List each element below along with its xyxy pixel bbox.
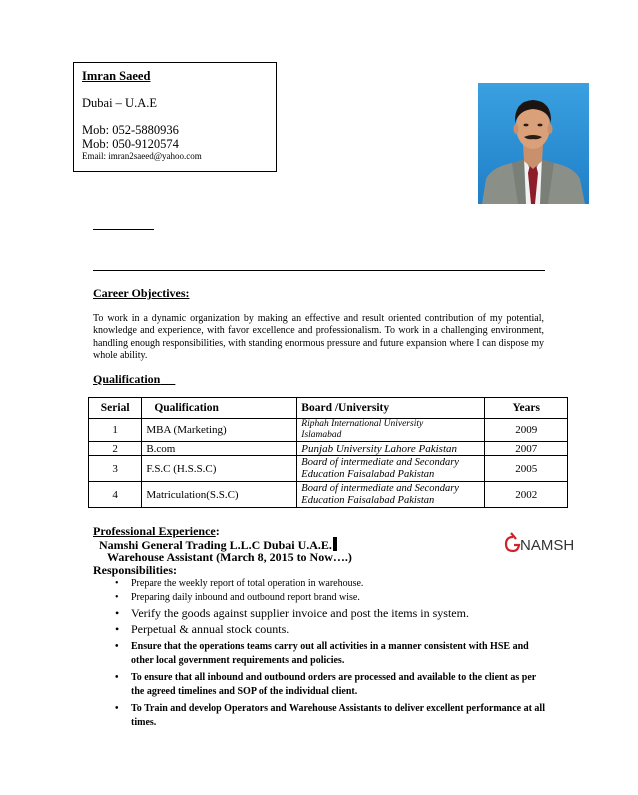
board-cell: Punjab University Lahore Pakistan [297, 442, 485, 456]
experience-heading-colon: : [215, 524, 220, 538]
column-years: Years [485, 398, 568, 419]
list-item-text: To ensure that all inbound and outbound orders are processed and available to the client as per the agreed timelines and SOP of the individual client. [131, 672, 537, 697]
column-serial: Serial [89, 398, 142, 419]
email-address: Email: imran2saeed@yahoo.com [82, 151, 202, 161]
table-row [89, 442, 568, 456]
year-cell: 2007 [485, 442, 568, 456]
text-cursor-mark [333, 537, 337, 551]
serial-cell: 1 [89, 419, 142, 442]
board-line-1: Board of intermediate and Secondary [301, 456, 459, 468]
list-item-text: Ensure that the operations teams carry out all activities in a manner consistent with HSE and other local government requirements and policies. [131, 641, 529, 666]
candidate-name: Imran Saeed [82, 69, 151, 83]
bullet-icon: • [115, 641, 119, 652]
list-item-text: Perpetual & annual stock counts. [131, 622, 290, 636]
list-item [111, 671, 551, 699]
column-board: Board /University [297, 398, 485, 419]
qualification-cell: F.S.C (H.S.S.C) [142, 456, 297, 482]
board-line-2: Education Faisalabad Pakistan [301, 468, 435, 480]
company-name-text: Namshi General Trading L.L.C Dubai U.A.E. [99, 538, 332, 552]
bullet-icon: • [115, 622, 120, 636]
board-line-1: Board of intermediate and Secondary [301, 482, 459, 494]
serial-cell: 4 [89, 482, 142, 508]
list-item [111, 702, 551, 730]
bullet-icon: • [115, 672, 119, 683]
year-cell: 2002 [485, 482, 568, 508]
list-item-text: Prepare the weekly report of total operation in warehouse. [131, 578, 364, 589]
bullet-icon: • [115, 606, 120, 620]
bullet-icon: • [115, 592, 119, 603]
list-item-text: To Train and develop Operators and Warehouse Assistants to deliver excellent performance at all times. [131, 703, 545, 728]
mobile-number-1: Mob: 052-5880936 [82, 123, 179, 137]
job-position: Warehouse Assistant (March 8, 2015 to Now….) [107, 550, 352, 564]
long-divider [93, 270, 545, 271]
board-line-1: Riphah International University [301, 419, 424, 429]
qualification-heading-text: Qualification [93, 372, 161, 386]
qualification-cell: Matriculation(S.S.C) [142, 482, 297, 508]
experience-heading-text: Professional Experience [93, 524, 216, 538]
short-divider [93, 229, 154, 230]
career-objectives-heading: Career Objectives: [93, 286, 190, 300]
board-cell [297, 419, 485, 442]
qualification-heading-underline [160, 372, 175, 386]
board-cell [297, 482, 485, 508]
responsibilities-list [111, 577, 551, 730]
list-item-text: Preparing daily inbound and outbound report brand wise. [131, 592, 360, 603]
serial-cell: 3 [89, 456, 142, 482]
board-line-2: Education Faisalabad Pakistan [301, 494, 435, 506]
board-line-2: Islamabad [301, 430, 342, 440]
year-cell: 2009 [485, 419, 568, 442]
profile-photo-icon [478, 83, 589, 204]
table-row [89, 419, 568, 442]
namshi-logo [503, 531, 575, 556]
namshi-logo-text: NAMSHI [520, 537, 575, 554]
mobile-number-2: Mob: 050-9120574 [82, 137, 179, 151]
qualification-heading [93, 372, 175, 386]
serial-cell: 2 [89, 442, 142, 456]
candidate-location: Dubai – U.A.E [82, 96, 157, 110]
table-header-row [89, 398, 568, 419]
profile-photo [478, 83, 589, 204]
table-row [89, 456, 568, 482]
qualification-table [88, 397, 568, 508]
namshi-logo-icon [503, 531, 575, 556]
list-item [111, 621, 551, 637]
contact-box [73, 62, 277, 172]
qualification-cell: B.com [142, 442, 297, 456]
list-item [111, 591, 551, 605]
board-cell [297, 456, 485, 482]
list-item [111, 640, 551, 668]
experience-heading [93, 524, 220, 538]
list-item [111, 577, 551, 591]
bullet-icon: • [115, 578, 119, 589]
column-qualification: Qualification [142, 398, 297, 419]
table-row [89, 482, 568, 508]
bullet-icon: • [115, 703, 119, 714]
career-objective-text: To work in a dynamic organization by making an effective and result oriented contribution of my potential, knowledge and experience, with favor excellence and professionalism. To work in a challenging environment, handling enough responsibilities, with standing enormous pressure and future expansion where I can dispose my whole ability. [93, 313, 544, 362]
qualification-cell: MBA (Marketing) [142, 419, 297, 442]
responsibilities-heading: Responsibilities: [93, 563, 178, 577]
list-item [111, 605, 551, 621]
year-cell: 2005 [485, 456, 568, 482]
list-item-text: Verify the goods against supplier invoice and post the items in system. [131, 606, 469, 620]
